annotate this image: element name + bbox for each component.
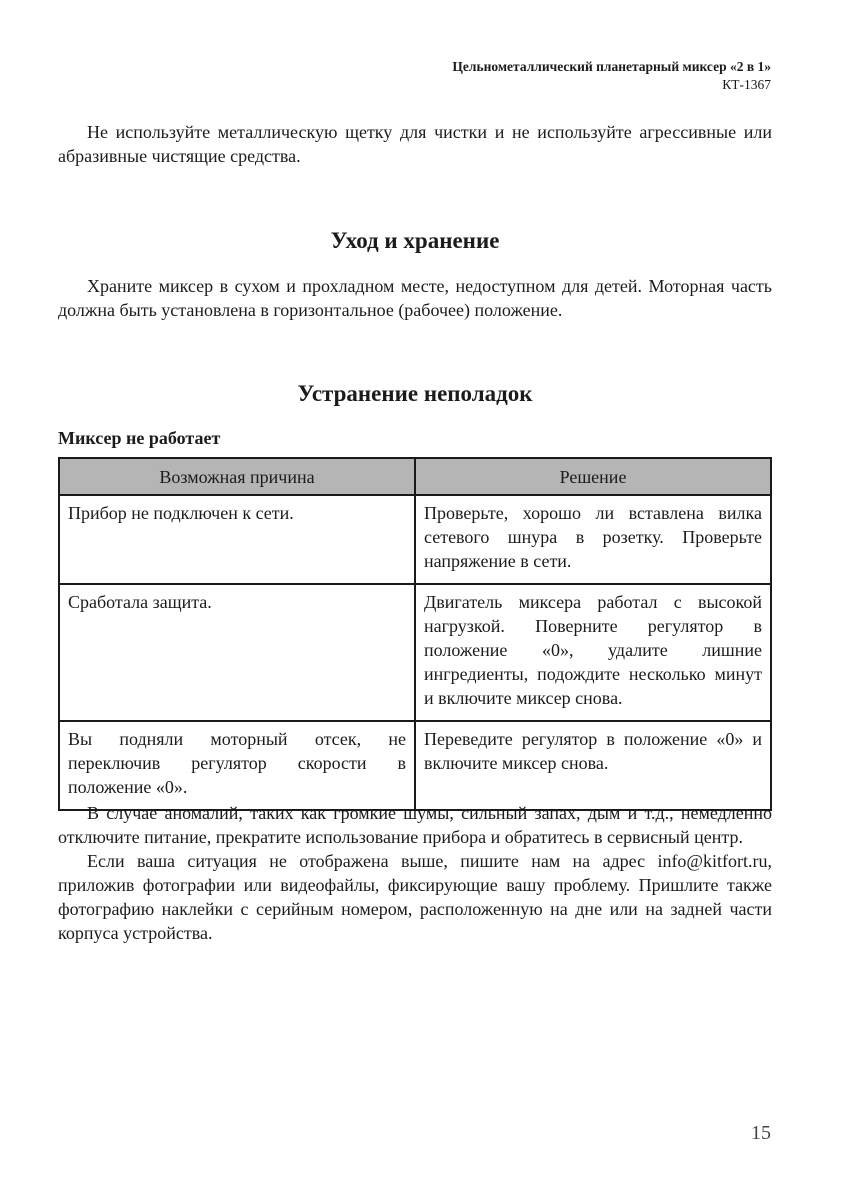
table-row [59,584,771,721]
table-header-row [59,458,771,495]
cleaning-warning-text: Не используйте металлическую щетку для чистки и не используйте агрессивные или абразивные чистящие средства. [58,122,772,166]
troubleshooting-subheading: Миксер не работает [58,428,221,448]
column-header-cause: Возможная причина [59,458,415,495]
cause-cell: Прибор не подключен к сети. [59,495,415,584]
care-heading: Уход и хранение [330,228,500,253]
contact-support-text: Если ваша ситуация не отображена выше, пишите нам на адрес info@kitfort.ru, приложив фотографии или видеофайлы, фиксирующие вашу проблему. Пришлите также фотографию наклейки с серийным номером, расположенную на дне или на задней части корпуса устройства. [58,851,772,943]
table-row [59,495,771,584]
solution-cell: Двигатель миксера работал с высокой нагрузкой. Поверните регулятор в положение «0», удалите лишние ингредиенты, подождите несколько минут и включите миксер снова. [415,584,771,721]
page-number: 15 [751,1122,771,1144]
cause-cell: Сработала защита. [59,584,415,721]
after-table-paragraphs [58,801,772,945]
troubleshooting-table [58,457,772,811]
column-header-solution: Решение [415,458,771,495]
product-title: Цельнометаллический планетарный миксер «2 в 1» [452,59,771,74]
cleaning-warning-paragraph [58,120,772,168]
table-row [59,721,771,810]
solution-cell: Переведите регулятор в положение «0» и включите миксер снова. [415,721,771,810]
running-header [452,58,771,94]
cause-cell: Вы подняли моторный отсек, не переключив регулятор скорости в положение «0». [59,721,415,810]
anomalies-text: В случае аномалий, таких как громкие шумы, сильный запах, дым и т.д., немедленно отключите питание, прекратите использование прибора и обратитесь в сервисный центр. [58,803,772,847]
troubleshooting-heading: Устранение неполадок [297,381,533,406]
solution-cell: Проверьте, хорошо ли вставлена вилка сетевого шнура в розетку. Проверьте напряжение в сети. [415,495,771,584]
care-paragraph [58,274,772,322]
model-number: КТ-1367 [722,77,771,92]
care-text: Храните миксер в сухом и прохладном месте, недоступном для детей. Моторная часть должна быть установлена в горизонтальное (рабочее) положение. [58,276,772,320]
